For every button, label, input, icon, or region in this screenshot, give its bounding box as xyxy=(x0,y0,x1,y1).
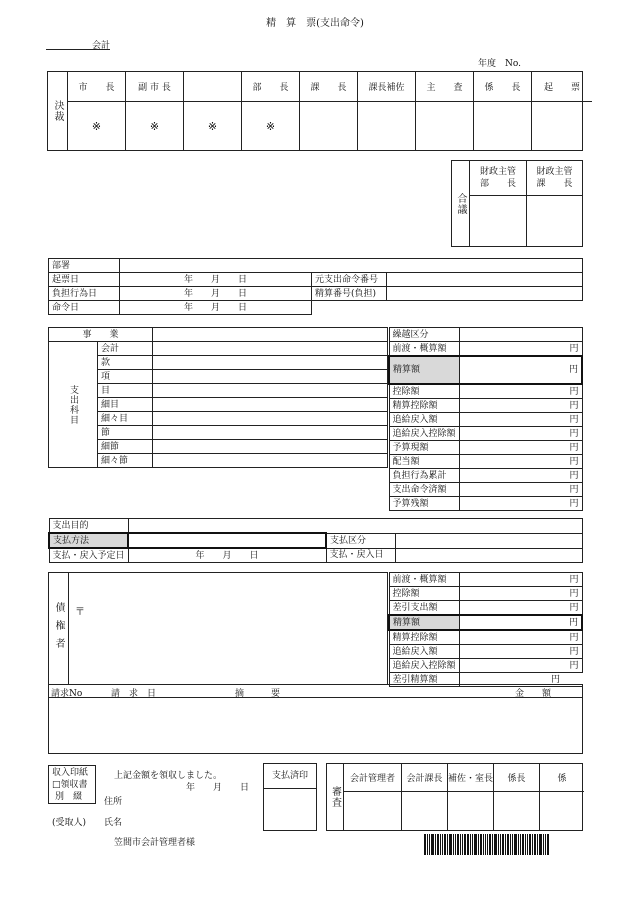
budget-item-value[interactable] xyxy=(153,398,388,412)
budget-amount-label: 予算現額 xyxy=(389,441,459,455)
audit-stamp-3[interactable] xyxy=(494,792,540,830)
budget-amount-label: 追給戻入控除額 xyxy=(389,427,459,441)
creditor-amount-label: 控除額 xyxy=(389,587,460,601)
creditor-amount-label: 追給戻入額 xyxy=(389,645,460,659)
page-title: 精 算 票(支出命令) xyxy=(266,17,364,29)
approval-stamp-1[interactable]: ※ xyxy=(126,102,184,150)
barcode-image xyxy=(424,834,576,855)
barcode-bar xyxy=(470,834,471,855)
budget-amount-value[interactable]: 円 xyxy=(459,427,582,441)
creditor-amount-label: 精算額 xyxy=(389,615,460,630)
yotei-date-label: 支払・戻入予定日 xyxy=(49,548,128,563)
approval-stamp-2[interactable]: ※ xyxy=(184,102,242,150)
barcode-bar xyxy=(525,834,526,855)
approval-header-0: 市 長 xyxy=(68,72,126,102)
budget-amount-value[interactable]: 円 xyxy=(459,483,582,497)
creditor-amount-value[interactable]: 円 xyxy=(460,587,583,601)
shiharai-houhou-value[interactable] xyxy=(128,533,326,548)
barcode-bar xyxy=(529,834,531,855)
barcode-bar xyxy=(543,834,544,855)
barcode-bar xyxy=(447,834,448,855)
moto-meirei-label: 元支出命令番号 xyxy=(312,273,387,287)
barcode-bar xyxy=(507,834,509,855)
creditor-side-label: 債権者 xyxy=(49,573,69,684)
budget-amount-label: 支出命令済額 xyxy=(389,483,459,497)
barcode-bar xyxy=(502,834,504,855)
kihyo-date-value[interactable]: 年 月 日 xyxy=(120,273,312,287)
approval-stamp-6[interactable] xyxy=(416,102,474,150)
futan-date-label: 負担行為日 xyxy=(49,287,120,301)
separate-label: 別 綴 xyxy=(55,792,83,802)
budget-item-value[interactable] xyxy=(153,342,388,356)
barcode-bar xyxy=(518,834,519,855)
barcode-bar xyxy=(522,834,524,855)
payment-section xyxy=(48,518,583,563)
consult-stamp-kacho[interactable] xyxy=(527,196,582,246)
recipient-label: (受取人) xyxy=(52,818,87,828)
addressee-label: 笠間市会計管理者様 xyxy=(114,838,196,848)
approval-header-8: 起 票 xyxy=(532,72,592,102)
approval-header-7: 係 長 xyxy=(474,72,532,102)
creditor-amount-label: 精算控除額 xyxy=(389,630,460,645)
address-label: 住所 xyxy=(104,797,123,807)
budget-item-label: 節 xyxy=(98,426,153,440)
budget-item-label: 款 xyxy=(98,356,153,370)
jigyo-label: 事 業 xyxy=(49,328,153,342)
budget-amount-label: 精算額 xyxy=(389,356,459,384)
paid-stamp-box[interactable] xyxy=(263,763,317,831)
shiharai-kubun-label: 支払区分 xyxy=(326,533,396,548)
audit-stamp-1[interactable] xyxy=(402,792,448,830)
budget-item-label: 項 xyxy=(98,370,153,384)
creditor-amount-label: 差引支出額 xyxy=(389,601,460,616)
receipt-date[interactable]: 年 月 日 xyxy=(186,783,250,793)
audit-stamp-4[interactable] xyxy=(540,792,584,830)
dept-label: 部署 xyxy=(49,259,120,273)
barcode-bar xyxy=(483,834,484,855)
kurikoshi-label: 繰越区分 xyxy=(389,328,459,342)
creditor-amount-value[interactable]: 円 xyxy=(460,573,583,587)
barcode-bar xyxy=(545,834,546,855)
meirei-date-label: 命令日 xyxy=(49,301,120,315)
budget-item-label: 目 xyxy=(98,384,153,398)
approval-header-1: 副 市 長 xyxy=(126,72,184,102)
consult-stamp-bucho[interactable] xyxy=(470,196,527,246)
audit-header-0: 会計管理者 xyxy=(344,764,402,792)
creditor-amount-value[interactable]: 円 xyxy=(460,645,583,659)
budget-item-label: 細節 xyxy=(98,440,153,454)
barcode-bar xyxy=(537,834,538,855)
dept-value[interactable] xyxy=(120,259,583,273)
budget-amount-label: 控除額 xyxy=(389,384,459,399)
audit-table xyxy=(326,763,583,831)
creditor-amounts xyxy=(388,572,583,687)
barcode-bar xyxy=(444,834,446,855)
approval-stamp-0[interactable]: ※ xyxy=(68,102,126,150)
shishutsu-mokuteki-value[interactable] xyxy=(128,519,582,534)
budget-amount-label: 精算控除額 xyxy=(389,399,459,413)
barcode-bar xyxy=(440,834,441,855)
kihyo-date-label: 起票日 xyxy=(49,273,120,287)
budget-amount-value[interactable]: 円 xyxy=(459,399,582,413)
barcode-bar xyxy=(460,834,461,855)
budget-item-value[interactable] xyxy=(153,412,388,426)
budget-side-label xyxy=(49,342,98,468)
meirei-date-value[interactable]: 年 月 日 xyxy=(120,301,312,315)
barcode-bar xyxy=(431,834,434,855)
barcode-bar xyxy=(478,834,479,855)
barcode-bar xyxy=(487,834,488,855)
approval-table xyxy=(47,71,583,151)
claim-summary-label: 摘 要 xyxy=(235,689,281,699)
approval-stamp-7[interactable] xyxy=(474,102,532,150)
shiharai-date-value[interactable] xyxy=(396,548,583,563)
budget-amount-value[interactable]: 円 xyxy=(459,497,582,511)
approval-header-2 xyxy=(184,72,242,102)
barcode-bar xyxy=(449,834,452,855)
audit-header-3: 係長 xyxy=(494,764,540,792)
nendo-no-label: 年度 No. xyxy=(478,59,521,69)
seisan-no-label: 精算番号(負担) xyxy=(312,287,387,301)
budget-amount-label: 追給戻入額 xyxy=(389,413,459,427)
budget-item-label: 細目 xyxy=(98,398,153,412)
budget-amount-value[interactable]: 円 xyxy=(459,469,582,483)
audit-stamp-2[interactable] xyxy=(448,792,494,830)
budget-amount-label: 配当額 xyxy=(389,455,459,469)
futan-date-value[interactable]: 年 月 日 xyxy=(120,287,312,301)
barcode-bar xyxy=(505,834,506,855)
barcode-bar xyxy=(494,834,497,855)
audit-stamp-0[interactable] xyxy=(344,792,402,830)
jigyo-value[interactable] xyxy=(153,328,388,342)
budget-left xyxy=(48,327,388,468)
stamp-label: 収入印紙 xyxy=(52,768,89,778)
seisan-no-value[interactable] xyxy=(387,287,583,301)
claim-no-label: 請求No xyxy=(51,689,83,699)
consult-header-kacho: 財政主管 課 長 xyxy=(527,161,582,196)
approval-side-label: 決裁 xyxy=(48,72,68,150)
barcode-bar xyxy=(527,834,528,855)
shiharai-date-label: 支払・戻入日 xyxy=(326,548,396,563)
receipt-doc-checkbox[interactable]: □領収書 xyxy=(52,780,88,790)
kaikei-label: 会計 xyxy=(46,38,110,50)
barcode-bar xyxy=(534,834,536,855)
dept-section xyxy=(48,258,583,315)
barcode-bar xyxy=(510,834,511,855)
budget-amount-label: 前渡・概算額 xyxy=(389,342,459,357)
audit-header-2: 補佐・室長 xyxy=(448,764,494,792)
barcode-bar xyxy=(472,834,473,855)
audit-header-4: 係 xyxy=(540,764,584,792)
barcode-bar xyxy=(532,834,533,855)
barcode-bar xyxy=(498,834,499,855)
barcode-bar xyxy=(442,834,443,855)
barcode-bar xyxy=(455,834,456,855)
approval-stamp-4[interactable] xyxy=(300,102,358,150)
barcode-bar xyxy=(489,834,491,855)
budget-item-value[interactable] xyxy=(153,454,388,468)
audit-header-1: 会計課長 xyxy=(402,764,448,792)
budget-item-value[interactable] xyxy=(153,426,388,440)
creditor-amount-value[interactable]: 円 xyxy=(460,659,583,673)
creditor-amount-value[interactable]: 円 xyxy=(460,630,583,645)
shiharai-kubun-value[interactable] xyxy=(396,533,583,548)
creditor-amount-value[interactable]: 円 xyxy=(460,673,583,687)
consult-table xyxy=(451,160,583,247)
barcode-bar xyxy=(429,834,430,855)
approval-stamp-5[interactable] xyxy=(358,102,416,150)
approval-header-6: 主 査 xyxy=(416,72,474,102)
barcode-bar xyxy=(457,834,459,855)
budget-item-value[interactable] xyxy=(153,370,388,384)
barcode-bar xyxy=(474,834,477,855)
stamp-box xyxy=(48,765,96,804)
shiharai-houhou-label: 支払方法 xyxy=(49,533,128,548)
barcode-bar xyxy=(514,834,517,855)
barcode-bar xyxy=(520,834,521,855)
approval-stamp-3[interactable]: ※ xyxy=(242,102,300,150)
barcode-bar xyxy=(500,834,501,855)
barcode-bar xyxy=(435,834,436,855)
name-label: 氏名 xyxy=(104,818,123,828)
budget-item-value[interactable] xyxy=(153,384,388,398)
yotei-date-value[interactable]: 年 月 日 xyxy=(128,548,326,563)
budget-amount-label: 予算残額 xyxy=(389,497,459,511)
budget-amount-value[interactable]: 円 xyxy=(459,455,582,469)
budget-side-text: 支出科目 xyxy=(68,384,78,425)
budget-amount-label: 負担行為累計 xyxy=(389,469,459,483)
creditor-amount-value[interactable]: 円 xyxy=(460,615,583,630)
budget-item-value[interactable] xyxy=(153,440,388,454)
budget-right xyxy=(388,327,583,511)
barcode-bar xyxy=(462,834,463,855)
budget-amount-value[interactable]: 円 xyxy=(459,356,582,384)
budget-item-value[interactable] xyxy=(153,356,388,370)
creditor-box xyxy=(48,572,388,685)
barcode-bar xyxy=(512,834,513,855)
budget-item-label: 細々目 xyxy=(98,412,153,426)
barcode-bar xyxy=(427,834,428,855)
shishutsu-mokuteki-label: 支出目的 xyxy=(49,519,128,534)
creditor-amount-label: 追給戻入控除額 xyxy=(389,659,460,673)
budget-amount-value[interactable]: 円 xyxy=(459,413,582,427)
budget-amount-value[interactable]: 円 xyxy=(459,384,582,399)
barcode-bar xyxy=(547,834,549,855)
consult-header-bucho: 財政主管 部 長 xyxy=(470,161,527,196)
claim-box xyxy=(48,684,583,754)
audit-side-label: 審査 xyxy=(327,764,344,830)
barcode-bar xyxy=(453,834,454,855)
paid-stamp-label: 支払済印 xyxy=(271,771,308,781)
budget-item-label: 会計 xyxy=(98,342,153,356)
barcode-bar xyxy=(424,834,426,855)
barcode-bar xyxy=(539,834,542,855)
barcode-bar xyxy=(467,834,469,855)
barcode-bar xyxy=(485,834,486,855)
received-text: 上記金額を領収しました。 xyxy=(114,771,223,781)
approval-stamp-8[interactable] xyxy=(532,102,592,150)
claim-date-label: 請 求 日 xyxy=(111,689,157,699)
barcode-bar xyxy=(492,834,493,855)
consult-side-label: 合議 xyxy=(452,161,470,246)
creditor-amount-label: 差引精算額 xyxy=(389,673,460,687)
moto-meirei-value[interactable] xyxy=(387,273,583,287)
kurikoshi-value[interactable] xyxy=(459,328,582,342)
budget-item-label: 細々節 xyxy=(98,454,153,468)
barcode-bar xyxy=(464,834,466,855)
claim-amount-label: 金 額 xyxy=(515,689,552,699)
creditor-amount-label: 前渡・概算額 xyxy=(389,573,460,587)
approval-header-4: 課 長 xyxy=(300,72,358,102)
budget-amount-value[interactable]: 円 xyxy=(459,441,582,455)
budget-amount-value[interactable]: 円 xyxy=(459,342,582,357)
approval-header-5: 課長補佐 xyxy=(358,72,416,102)
postal-mark: 〒 xyxy=(75,607,85,618)
approval-header-3: 部 長 xyxy=(242,72,300,102)
barcode-bar xyxy=(480,834,482,855)
barcode-bar xyxy=(437,834,439,855)
creditor-amount-value[interactable]: 円 xyxy=(460,601,583,616)
